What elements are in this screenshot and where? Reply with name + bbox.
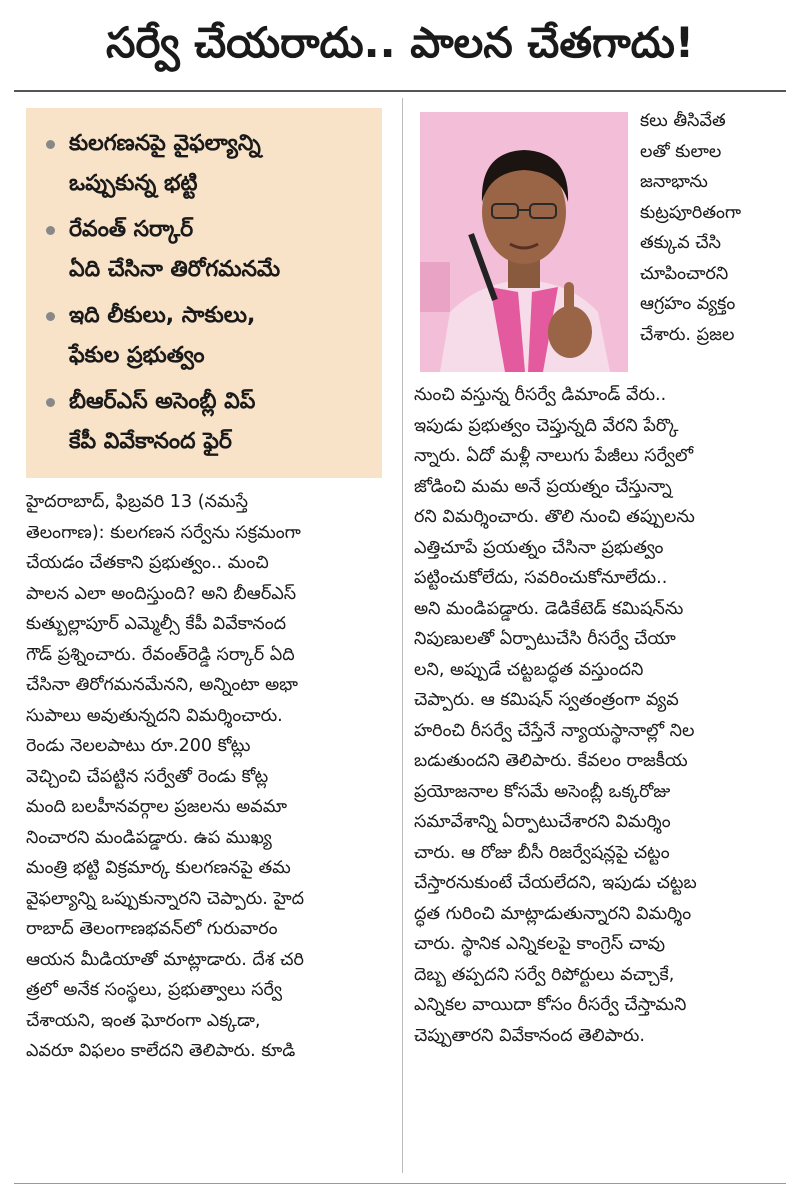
- text-line: మంత్రి భట్టి విక్రమార్క కులగణనపై తమ: [26, 858, 291, 878]
- text-line: బడుతుందని తెలిపారు. కేవలం రాజకీయ: [414, 751, 688, 771]
- highlight-item: [46, 210, 372, 290]
- text-line: చూపించారని: [640, 263, 729, 284]
- text-line: చారు. స్థానిక ఎన్నికలపై కాంగ్రెస్‌ చావు: [414, 934, 666, 954]
- text-line: చారు. ఆ రోజు బీసీ రిజర్వేషన్లపై చట్టం: [414, 842, 670, 863]
- text-line: వెచ్చించి చేపట్టిన సర్వేతో రెండు కోట్ల: [26, 766, 269, 787]
- text-line: అని మండిపడ్డారు. డెడికేటెడ్‌ కమిషన్‌ను: [414, 598, 684, 619]
- text-line: సుపాలు అవుతున్నదని విమర్శించారు.: [26, 705, 283, 726]
- text-line: రాబాద్‌ తెలంగాణభవన్‌లో గురువారం: [26, 919, 278, 939]
- text-line: త్రలో అనేక సంస్థలు, ప్రభుత్వాలు సర్వే: [26, 980, 283, 1000]
- highlight-item: [46, 296, 372, 376]
- left-column: [26, 487, 392, 1067]
- highlights-box: [26, 108, 382, 478]
- column-divider: [402, 98, 403, 1173]
- text-line: చేస్తారనుకుంటే చేయలేదని, ఇపుడు చట్టబ: [414, 873, 697, 893]
- text-line: ఎన్నికల వాయిదా కోసం రీసర్వే చేస్తామని: [414, 995, 687, 1015]
- text-line: పట్టించుకోలేదు, సవరించుకోనూలేదు..: [414, 568, 668, 588]
- text-line: నిపుణులతో ఏర్పాటుచేసి రీసర్వే చేయా: [414, 629, 676, 649]
- text-line: చేయడం చేతకాని ప్రభుత్వం.. మంచి: [26, 553, 269, 573]
- text-line: జనాభాను: [640, 172, 708, 192]
- text-line: ఆగ్రహం వ్యక్తం: [640, 294, 736, 314]
- right-top-column: [640, 106, 790, 350]
- text-line: చేసినా తిరోగమనమేనని, అన్నింటా అభా: [26, 675, 299, 695]
- highlight-line: కేపీ వివేకానంద ఫైర్‌: [69, 429, 232, 454]
- headline: సర్వే చేయరాదు.. పాలన చేతగాదు!: [105, 18, 695, 67]
- highlight-line: ఏది చేసినా తిరోగమనమే: [69, 257, 281, 282]
- text-line: చేశాయని, ఇంత ఘోరంగా ఎక్కడా,: [26, 1010, 261, 1031]
- text-line: చెప్పారు. ఆ కమిషన్‌ స్వతంత్రంగా వ్యవ: [414, 690, 679, 710]
- text-line: నుంచి వస్తున్న రీసర్వే డిమాండ్‌ వేరు..: [414, 385, 667, 405]
- bullet-icon: [46, 398, 55, 407]
- text-line: సమావేశాన్ని ఏర్పాటుచేశారని విమర్శిం: [414, 812, 671, 832]
- speaker-portrait-icon: [420, 112, 628, 372]
- text-line: హరించి రీసర్వే చేస్తేనే న్యాయస్థానాల్లో నిల: [414, 720, 695, 741]
- highlight-line: కులగణనపై వైఫల్యాన్ని: [69, 131, 261, 156]
- text-line: హైదరాబాద్‌, ఫిబ్రవరి 13 (నమస్తే: [26, 492, 248, 512]
- text-line: కుట్రపూరితంగా: [640, 202, 742, 223]
- highlight-item: [46, 124, 372, 204]
- text-line: చేశారు. ప్రజల: [640, 324, 735, 345]
- bottom-divider: [14, 1183, 786, 1184]
- text-line: నించారని మండిపడ్డారు. ఉప ముఖ్య: [26, 827, 272, 848]
- text-line: రని విమర్శించారు. తొలి నుంచి తప్పులను: [414, 507, 695, 527]
- text-line: లతో కులాల: [640, 141, 722, 162]
- text-line: గౌడ్‌ ప్రశ్నించారు. రేవంత్‌రెడ్డి సర్కార్‌ ఏది: [26, 644, 295, 665]
- text-line: వైఫల్యాన్ని ఒప్పుకున్నారని చెప్పారు. హైద: [26, 888, 305, 909]
- bullet-icon: [46, 140, 55, 149]
- text-line: న్నారు. ఏదో మళ్లీ నాలుగు పేజీలు సర్వేలో: [414, 446, 694, 466]
- highlight-line: బీఆర్‌ఎస్‌ అసెంబ్లీ విప్‌: [69, 389, 256, 414]
- text-line: జోడించి మమ అనే ప్రయత్నం చేస్తున్నా: [414, 476, 672, 497]
- text-line: ప్రయోజనాల కోసమే అసెంబ్లీ ఒక్కరోజు: [414, 781, 671, 802]
- text-line: రెండు నెలలపాటు రూ.200 కోట్లు: [26, 736, 251, 756]
- text-line: కలు తీసివేత: [640, 111, 726, 131]
- text-line: ఇపుడు ప్రభుత్వం చెప్తున్నది వేరని పేర్కొ: [414, 415, 679, 436]
- right-column: [414, 380, 790, 1051]
- text-line: పాలన ఎలా అందిస్తుంది? అని బీఆర్‌ఎస్‌: [26, 583, 297, 604]
- text-line: చెప్పుతారని వివేకానంద తెలిపారు.: [414, 1025, 645, 1046]
- speaker-photo: [420, 112, 628, 372]
- highlight-line: ఒప్పుకున్న భట్టి: [69, 171, 198, 196]
- bullet-icon: [46, 226, 55, 235]
- highlight-line: రేవంత్‌ సర్కార్‌: [69, 217, 194, 242]
- text-line: ఆయన మీడియాతో మాట్లాడారు. దేశ చరి: [26, 949, 304, 970]
- text-line: ద్ధత గురించి మాట్లాడుతున్నారని విమర్శిం: [414, 903, 692, 924]
- text-line: దెబ్బ తప్పదని సర్వే రిపోర్టులు వచ్చాకే,: [414, 964, 675, 985]
- text-line: మంది బలహీనవర్గాల ప్రజలను అవమా: [26, 797, 287, 817]
- text-line: లని, అప్పుడే చట్టబద్ధత వస్తుందని: [414, 659, 644, 680]
- highlight-line: ఇది లీకులు, సాకులు,: [69, 303, 256, 328]
- text-line: కుత్బుల్లాపూర్‌ ఎమ్మెల్సీ కేపీ వివేకానంద: [26, 614, 287, 634]
- headline-divider: [14, 90, 786, 92]
- text-line: ఎత్తిచూపే ప్రయత్నం చేసినా ప్రభుత్వం: [414, 537, 664, 558]
- bullet-icon: [46, 312, 55, 321]
- text-line: తెలంగాణ): కులగణన సర్వేను సక్రమంగా: [26, 522, 301, 543]
- text-line: ఎవరూ విఫలం కాలేదని తెలిపారు. కూడి: [26, 1041, 296, 1061]
- text-line: తక్కువ చేసి: [640, 233, 722, 253]
- highlight-line: ఫేకుల ప్రభుత్వం: [69, 343, 205, 368]
- highlight-item: [46, 382, 372, 462]
